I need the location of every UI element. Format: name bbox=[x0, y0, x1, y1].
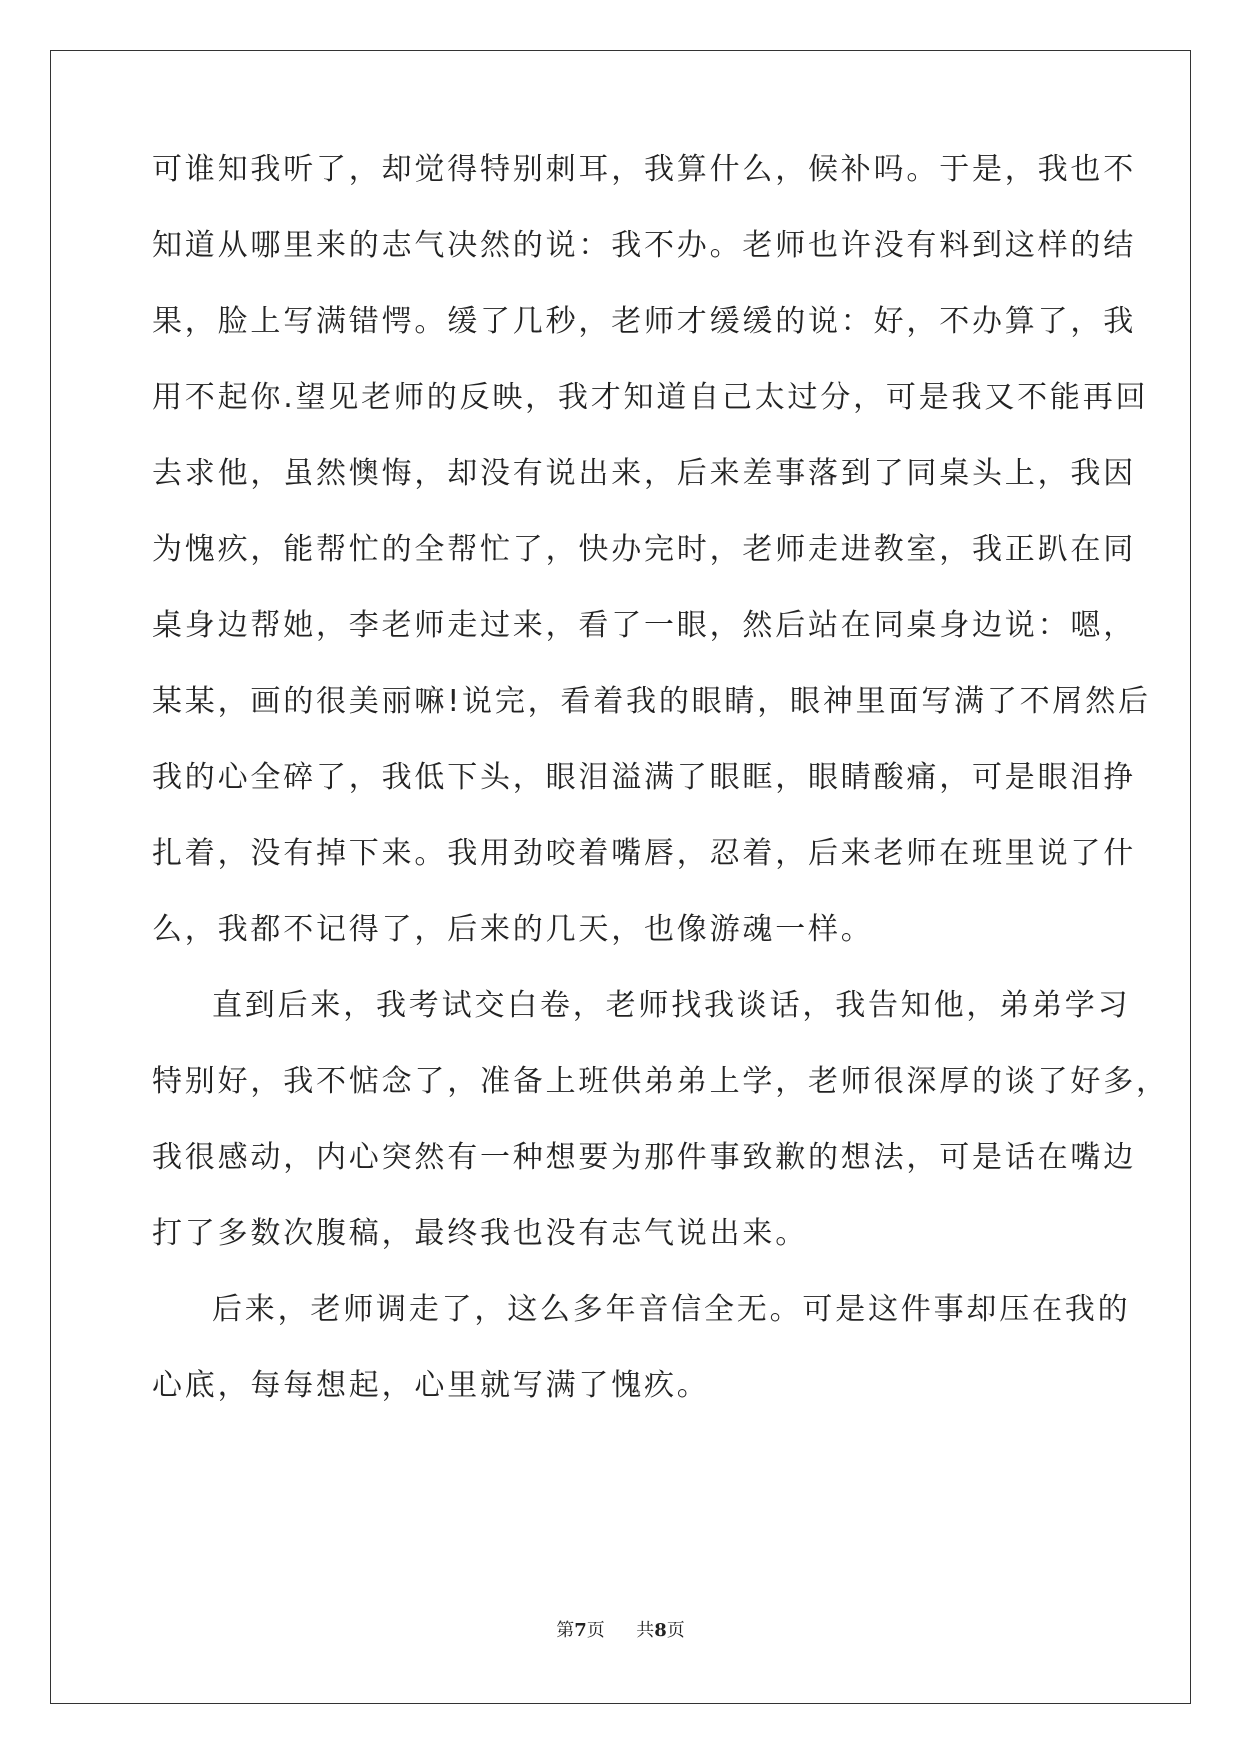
page-footer bbox=[0, 1616, 1241, 1642]
text-line: 我很感动，内心突然有一种想要为那件事致歉的想法，可是话在嘴边 bbox=[152, 1140, 1136, 1175]
text-line: 为愧疚，能帮忙的全帮忙了，快办完时，老师走进教室，我正趴在同 bbox=[152, 532, 1136, 567]
text-line: 打了多数次腹稿，最终我也没有志气说出来。 bbox=[152, 1216, 808, 1251]
page-prefix: 第 bbox=[556, 1620, 575, 1641]
text-line: 桌身边帮她，李老师走过来，看了一眼，然后站在同桌身边说：嗯， bbox=[152, 608, 1136, 643]
page-current: 7 bbox=[574, 1620, 587, 1641]
text-line: 么，我都不记得了，后来的几天，也像游魂一样。 bbox=[152, 912, 874, 947]
total-suffix: 页 bbox=[666, 1620, 685, 1641]
text-line: 扎着，没有掉下来。我用劲咬着嘴唇，忍着，后来老师在班里说了什 bbox=[152, 836, 1136, 871]
text-line: 我的心全碎了，我低下头，眼泪溢满了眼眶，眼睛酸痛，可是眼泪挣 bbox=[152, 760, 1136, 795]
text-line: 特别好，我不惦念了，准备上班供弟弟上学，老师很深厚的谈了好多， bbox=[152, 1064, 1169, 1099]
paragraph-first-line: 后来，老师调走了，这么多年音信全无。可是这件事却压在我的 bbox=[212, 1292, 1131, 1327]
page-total bbox=[636, 1616, 685, 1642]
total-count: 8 bbox=[654, 1620, 667, 1641]
total-prefix: 共 bbox=[636, 1620, 655, 1641]
text-line: 去求他，虽然懊悔，却没有说出来，后来差事落到了同桌头上，我因 bbox=[152, 456, 1136, 491]
paragraph-first-line: 直到后来，我考试交白卷，老师找我谈话，我告知他，弟弟学习 bbox=[212, 988, 1131, 1023]
text-line: 用不起你.望见老师的反映，我才知道自己太过分，可是我又不能再回 bbox=[152, 380, 1149, 415]
text-line: 可谁知我听了，却觉得特别刺耳，我算什么，候补吗。于是，我也不 bbox=[152, 152, 1136, 187]
page-border bbox=[50, 50, 1191, 1704]
page-suffix: 页 bbox=[586, 1620, 605, 1641]
text-line: 心底，每每想起，心里就写满了愧疚。 bbox=[152, 1368, 710, 1403]
text-line: 知道从哪里来的志气决然的说：我不办。老师也许没有料到这样的结 bbox=[152, 228, 1136, 263]
text-line: 果，脸上写满错愕。缓了几秒，老师才缓缓的说：好，不办算了，我 bbox=[152, 304, 1136, 339]
text-line: 某某，画的很美丽嘛!说完，看着我的眼睛，眼神里面写满了不屑然后 bbox=[152, 684, 1151, 719]
page-number bbox=[556, 1616, 605, 1642]
